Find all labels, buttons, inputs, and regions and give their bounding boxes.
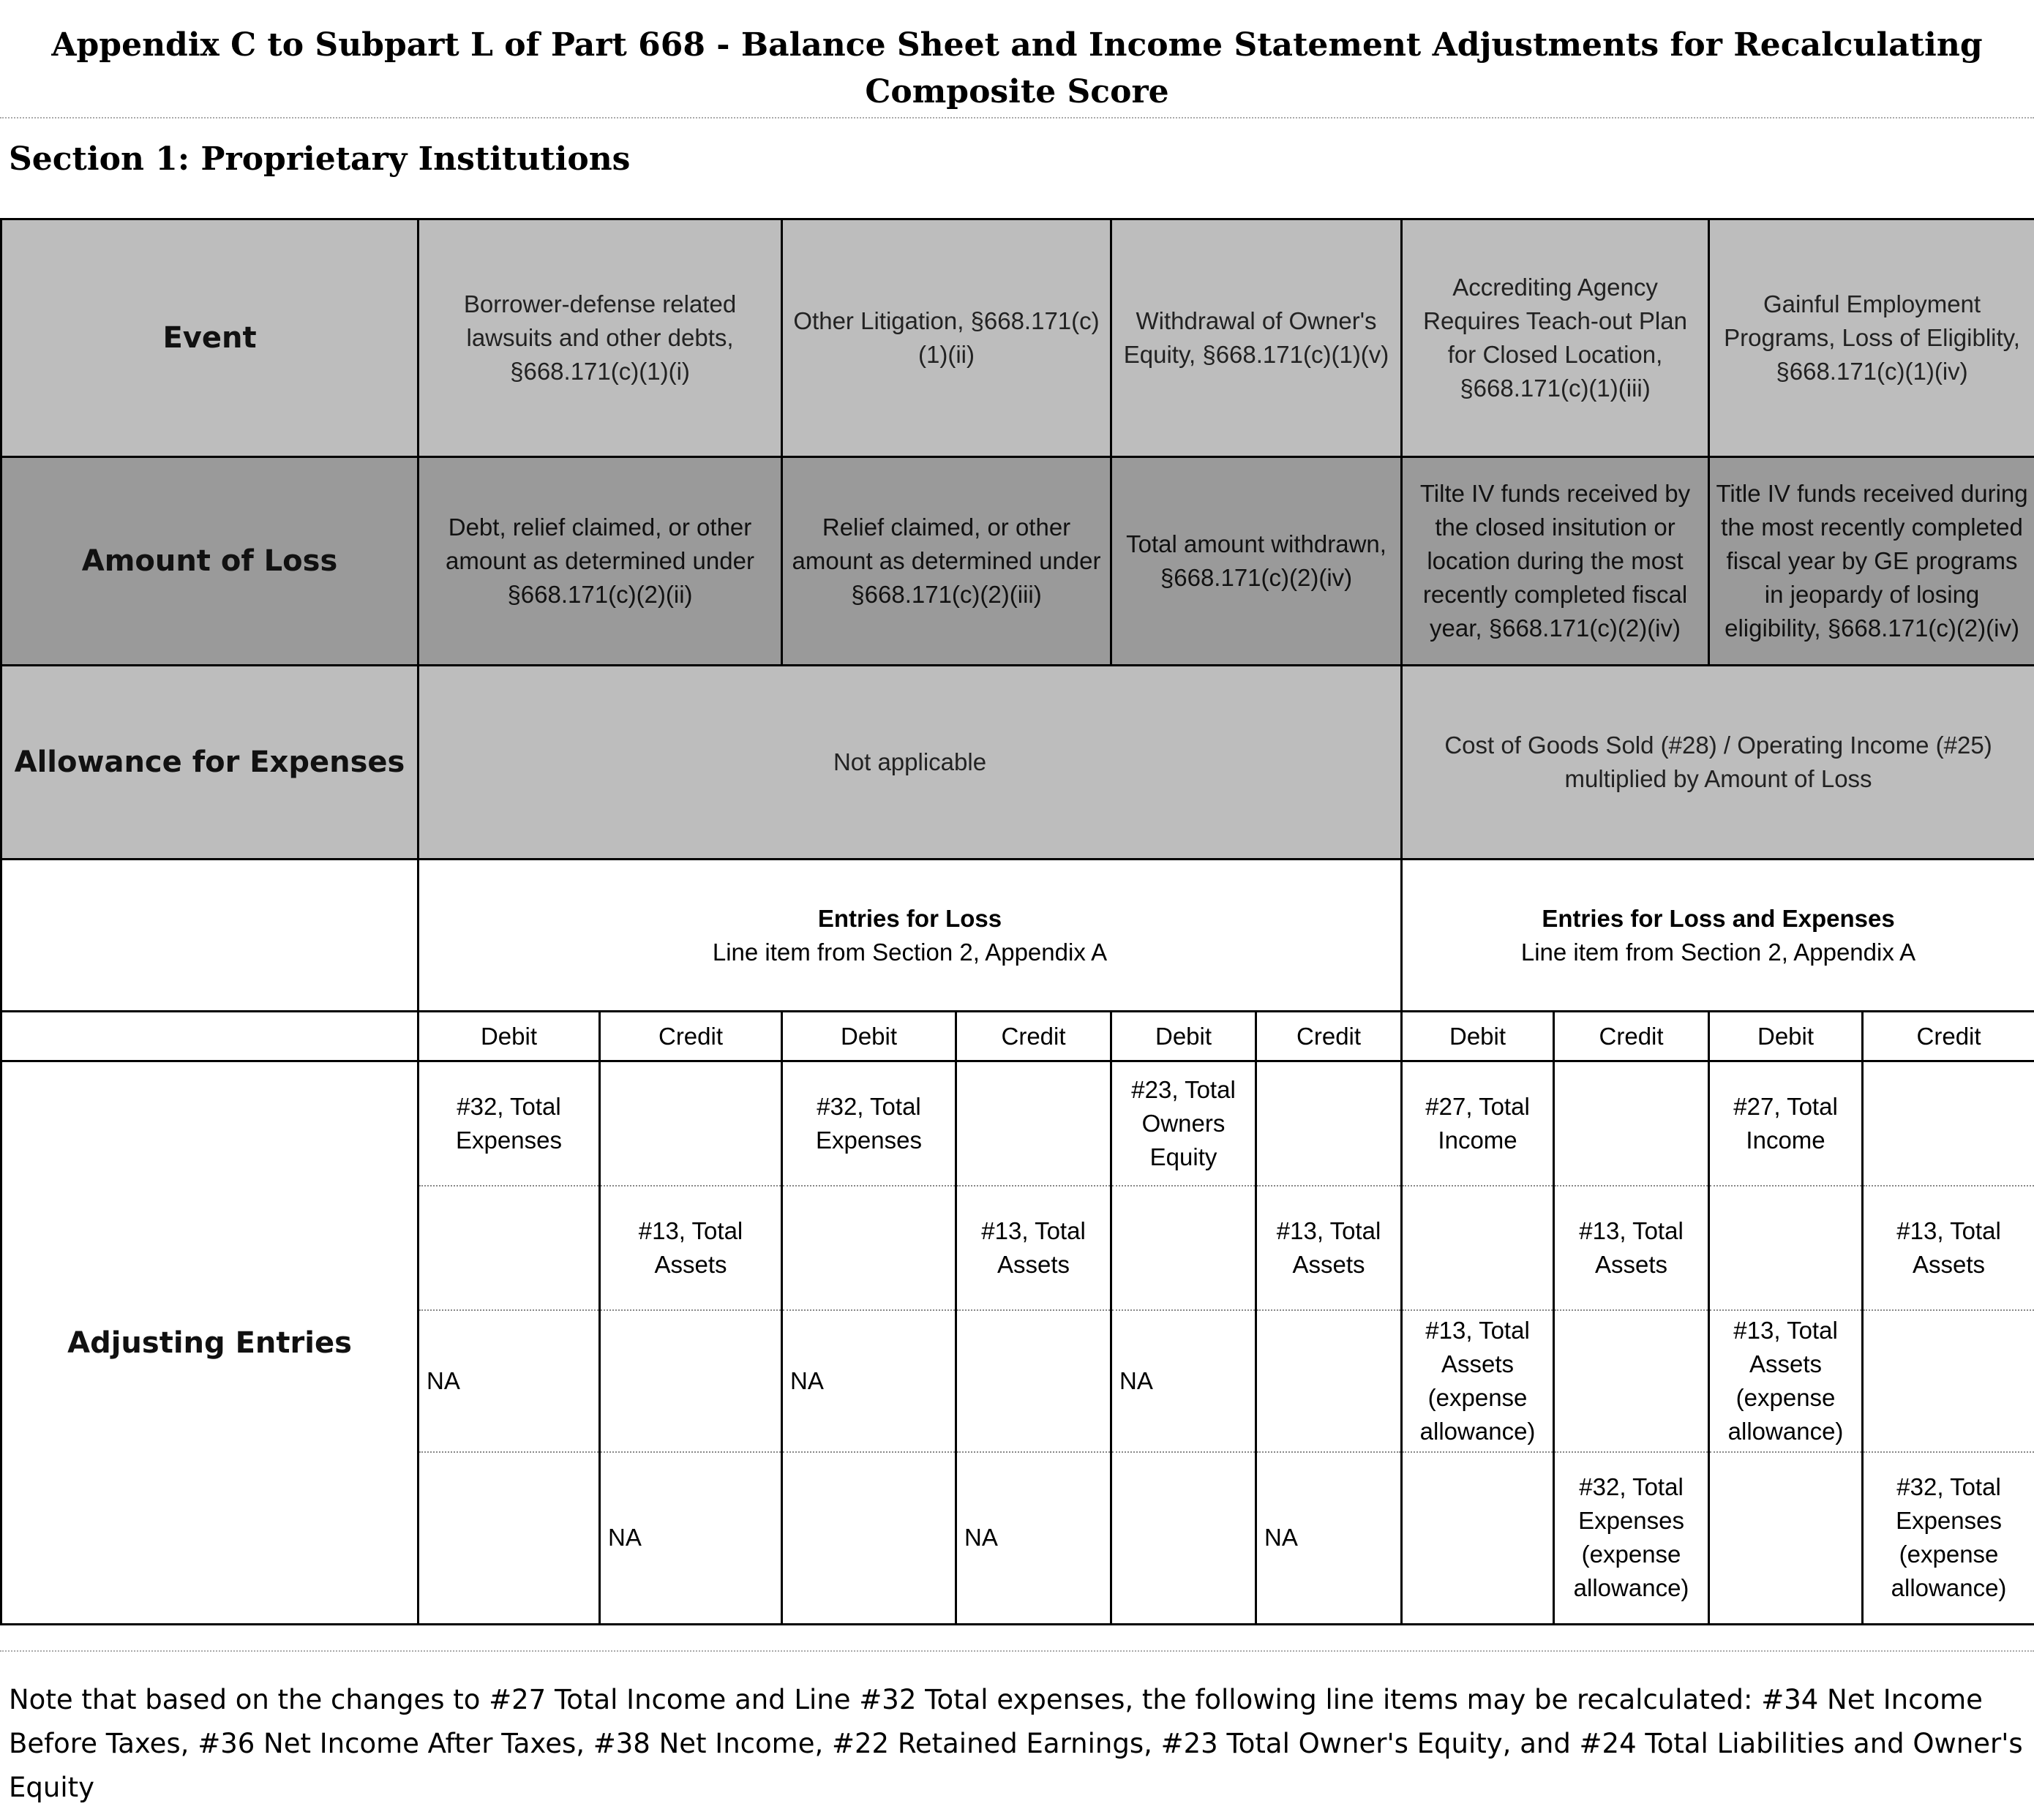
- entry-cell: [782, 1452, 956, 1625]
- entry-cell: [1402, 1186, 1554, 1310]
- entry-cell: [1709, 1452, 1863, 1625]
- entry-cell: [1256, 1310, 1402, 1452]
- entry-cell: [1111, 1452, 1256, 1625]
- debit-credit-row: [1, 1012, 2034, 1061]
- credit-header: Credit: [600, 1012, 782, 1061]
- credit-header: Credit: [956, 1012, 1111, 1061]
- entry-cell: [1256, 1061, 1402, 1186]
- entry-cell: #13, Total Assets: [1554, 1186, 1709, 1310]
- entry-cell: NA: [419, 1310, 600, 1452]
- amount-label: Amount of Loss: [1, 457, 419, 666]
- entry-cell: #32, Total Expenses (expense allowance): [1863, 1452, 2034, 1625]
- entry-cell: NA: [1111, 1310, 1256, 1452]
- entry-cell: [1111, 1186, 1256, 1310]
- allowance-label: Allowance for Expenses: [1, 666, 419, 860]
- footnote: Note that based on the changes to #27 Total Income and Line #32 Total expenses, the following line items may be recalculated: #34 Net Income Before Taxes, #36 Net Income After Taxes, #38 Net Income, #22 Retained Earnings, #23 Total Owner's Equity, and #24 Total Liabilities and Owner's Equity: [9, 1684, 2023, 1803]
- allowance-formula: Cost of Goods Sold (#28) / Operating Income (#25) multiplied by Amount of Loss: [1402, 666, 2034, 860]
- debit-header: Debit: [419, 1012, 600, 1061]
- entry-cell: NA: [600, 1452, 782, 1625]
- event-cell: Other Litigation, §668.171(c)(1)(ii): [782, 219, 1111, 457]
- adjusting-label: Adjusting Entries: [1, 1061, 419, 1625]
- event-cell: Withdrawal of Owner's Equity, §668.171(c)(1)(v): [1111, 219, 1402, 457]
- entry-cell: [419, 1186, 600, 1310]
- divider: [0, 117, 2034, 119]
- entry-cell: #32, Total Expenses: [782, 1061, 956, 1186]
- entry-cell: #32, Total Expenses (expense allowance): [1554, 1452, 1709, 1625]
- amount-row: [1, 457, 2034, 666]
- amount-cell: Title IV funds received during the most recently completed fiscal year by GE programs in jeopardy of losing eligibility, §668.171(c)(2)(iv): [1709, 457, 2034, 666]
- divider: [0, 1650, 2034, 1652]
- entries-for-loss-expenses-subtitle: Line item from Section 2, Appendix A: [1520, 938, 1916, 966]
- amount-cell: Debt, relief claimed, or other amount as determined under §668.171(c)(2)(ii): [419, 457, 782, 666]
- entries-for-loss-subtitle: Line item from Section 2, Appendix A: [712, 938, 1108, 966]
- entry-cell: #13, Total Assets: [956, 1186, 1111, 1310]
- entries-for-loss-expenses-header: [1402, 860, 2034, 1012]
- entry-cell: #27, Total Income: [1709, 1061, 1863, 1186]
- entry-cell: [1863, 1061, 2034, 1186]
- entry-cell: #13, Total Assets: [1256, 1186, 1402, 1310]
- amount-cell: Total amount withdrawn, §668.171(c)(2)(iv): [1111, 457, 1402, 666]
- credit-header: Credit: [1554, 1012, 1709, 1061]
- adjustments-table: [0, 218, 2034, 1625]
- event-label: Event: [1, 219, 419, 457]
- entry-cell: #23, Total Owners Equity: [1111, 1061, 1256, 1186]
- debit-header: Debit: [1709, 1012, 1863, 1061]
- event-cell: Borrower-defense related lawsuits and other debts, §668.171(c)(1)(i): [419, 219, 782, 457]
- entry-cell: [1554, 1310, 1709, 1452]
- entry-cell: [1554, 1061, 1709, 1186]
- entry-cell: [1402, 1452, 1554, 1625]
- entry-cell: [600, 1061, 782, 1186]
- section-title: Section 1: Proprietary Institutions: [9, 140, 631, 178]
- entry-cell: [1709, 1186, 1863, 1310]
- credit-header: Credit: [1863, 1012, 2034, 1061]
- entry-cell: [782, 1186, 956, 1310]
- entry-cell: [600, 1310, 782, 1452]
- debit-header: Debit: [782, 1012, 956, 1061]
- entry-cell: #27, Total Income: [1402, 1061, 1554, 1186]
- blank-cell: [1, 860, 419, 1012]
- entries-header-row: [1, 860, 2034, 1012]
- entry-cell: #13, Total Assets: [600, 1186, 782, 1310]
- amount-cell: Relief claimed, or other amount as determined under §668.171(c)(2)(iii): [782, 457, 1111, 666]
- entry-cell: [1863, 1310, 2034, 1452]
- entry-cell: [419, 1452, 600, 1625]
- entries-for-loss-title: Entries for Loss: [817, 904, 1002, 932]
- entry-cell: #13, Total Assets: [1863, 1186, 2034, 1310]
- entry-cell: #13, Total Assets (expense allowance): [1402, 1310, 1554, 1452]
- debit-header: Debit: [1402, 1012, 1554, 1061]
- entry-cell: [956, 1061, 1111, 1186]
- entry-cell: NA: [956, 1452, 1111, 1625]
- event-cell: Accrediting Agency Requires Teach-out Plan for Closed Location, §668.171(c)(1)(iii): [1402, 219, 1709, 457]
- debit-header: Debit: [1111, 1012, 1256, 1061]
- adjusting-row-1: [1, 1061, 2034, 1186]
- page-title: Appendix C to Subpart L of Part 668 - Balance Sheet and Income Statement Adjustments for Recalculating Composite Score: [51, 26, 1983, 110]
- entry-cell: #13, Total Assets (expense allowance): [1709, 1310, 1863, 1452]
- allowance-row: [1, 666, 2034, 860]
- event-row: [1, 219, 2034, 457]
- entry-cell: NA: [782, 1310, 956, 1452]
- credit-header: Credit: [1256, 1012, 1402, 1061]
- entry-cell: [956, 1310, 1111, 1452]
- entry-cell: #32, Total Expenses: [419, 1061, 600, 1186]
- entries-for-loss-header: [419, 860, 1402, 1012]
- entry-cell: NA: [1256, 1452, 1402, 1625]
- entries-for-loss-expenses-title: Entries for Loss and Expenses: [1542, 904, 1895, 932]
- allowance-not-applicable: Not applicable: [419, 666, 1402, 860]
- amount-cell: Tilte IV funds received by the closed insitution or location during the most recently completed fiscal year, §668.171(c)(2)(iv): [1402, 457, 1709, 666]
- event-cell: Gainful Employment Programs, Loss of Eligiblity, §668.171(c)(1)(iv): [1709, 219, 2034, 457]
- blank-cell: [1, 1012, 419, 1061]
